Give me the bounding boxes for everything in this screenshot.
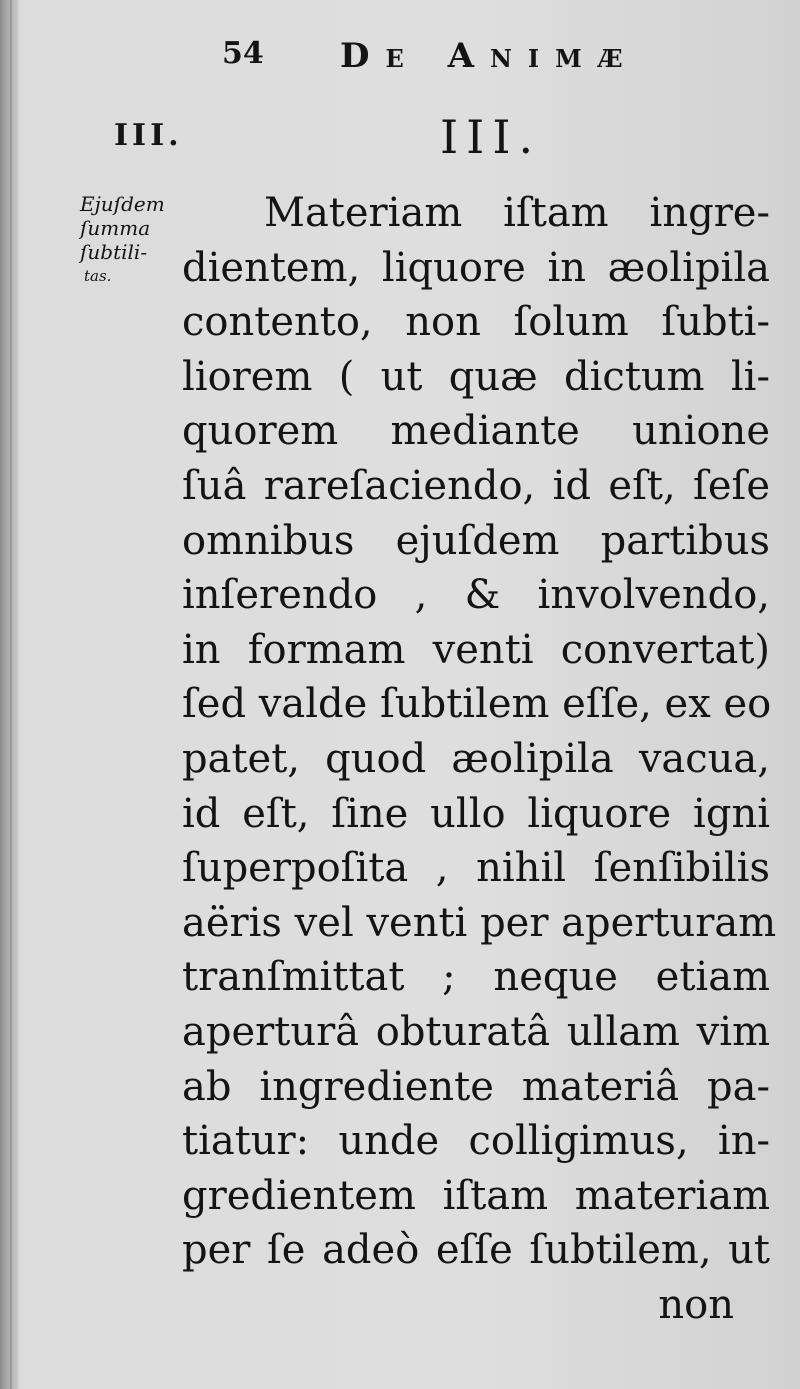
- body-text: [182, 186, 777, 1332]
- text-line: contento, non ſolum ſubti-: [182, 299, 770, 346]
- marginal-note-line: ſubtili-: [80, 240, 148, 264]
- marginal-note-line: tas.: [84, 267, 112, 285]
- text-line: patet, quod æolipila vacua,: [182, 735, 770, 782]
- marginal-note-line: ſumma: [80, 216, 151, 240]
- text-line: dientem, liquore in æolipila: [182, 244, 770, 291]
- text-line: Materiam iſtam ingre-: [264, 190, 770, 236]
- text-line: ſuâ rareſaciendo, id eſt, ſeſe: [182, 462, 770, 509]
- text-line: omnibus ejuſdem partibus: [182, 517, 770, 564]
- text-line: gredientem iſtam materiam: [182, 1172, 770, 1219]
- text-line: in formam venti convertat): [182, 626, 770, 673]
- text-line: inſerendo , & involvendo,: [182, 572, 770, 619]
- marginal-note-line: Ejuſdem: [80, 192, 165, 216]
- binding-edge: [10, 0, 12, 1389]
- text-line: tiatur: unde colligimus, in-: [182, 1118, 770, 1165]
- text-line: liorem ( ut quæ dictum li-: [182, 353, 770, 400]
- text-line: id eſt, ſine ullo liquore igni: [182, 790, 770, 837]
- binding-shadow: [0, 0, 18, 1389]
- page-number: 54: [222, 36, 264, 71]
- text-line: quorem mediante unione: [182, 408, 770, 455]
- margin-section-number: III.: [114, 118, 183, 153]
- running-head: [222, 36, 682, 86]
- text-line: aperturâ obturatâ ullam vim: [182, 1008, 770, 1055]
- text-line: ab ingrediente materiâ pa-: [182, 1063, 770, 1110]
- text-line: aëris vel venti per aperturam: [182, 899, 777, 946]
- text-line: ſuperpoſita , nihil ſenſibilis: [182, 845, 770, 892]
- catchword: non: [658, 1281, 734, 1328]
- text-line: ſed valde ſubtilem eſſe, ex eo: [182, 681, 772, 728]
- section-heading: III.: [440, 110, 542, 164]
- text-line: per ſe adeò eſſe ſubtilem, ut: [182, 1227, 770, 1274]
- running-title: De Animæ: [340, 36, 639, 76]
- text-line: tranſmittat ; neque etiam: [182, 954, 770, 1001]
